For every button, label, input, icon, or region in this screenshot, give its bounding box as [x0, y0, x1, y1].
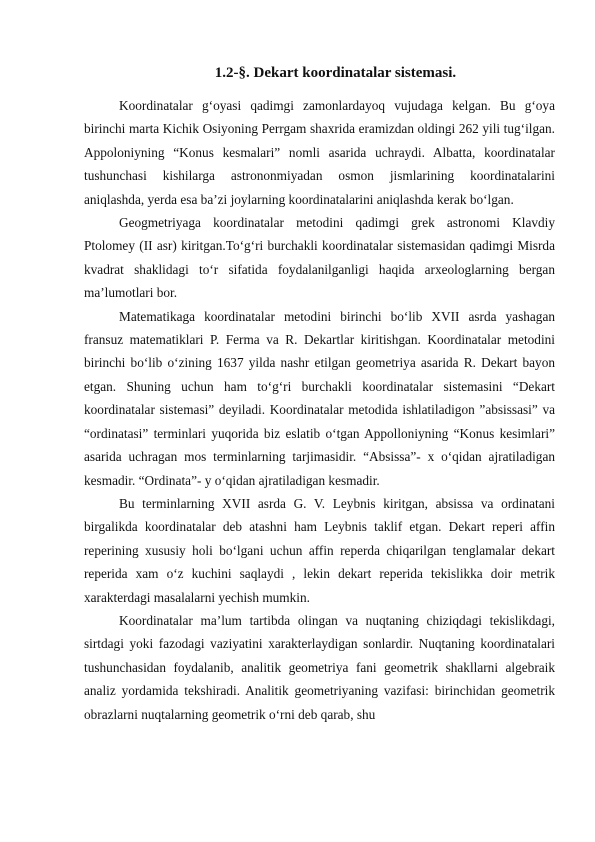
paragraph-5: Koordinatalar ma’lum tartibda olingan va nuqtaning chiziqdagi tekislikdagi, sirtdagi yoki fazodagi vaziyatini xarakterlaydigan sonlardir. Nuqtaning koordinatalari tushunchasidan foydalanib, analitik geometriya fani geometrik shakllarni algebraik analiz yordamida tekshiradi. Analitik geometriyaning vazifasi: birinchidan geometrik obrazlarni nuqtalarning geometrik o‘rni deb qarab, shu	[84, 612, 555, 722]
section-title: 1.2-§. Dekart koordinatalar sistemasi.	[214, 65, 457, 81]
paragraph-4: Bu terminlarning XVII asrda G. V. Leybnis kiritgan, absissa va ordinatani birgalikda koordinatalar deb atashni ham Leybnis taklif etgan. Dekart reperi affin reperining xususiy holi bo‘lgani uchun affin reperda chiqarilgan tenglamalar dekart reperida xam o‘z kuchini saqlaydi , lekin dekart reperida tekislikka doir metrik xarakterdagi masalalarni yechish mumkin.	[84, 495, 555, 605]
paragraph-3: Matematikaga koordinatalar metodini birinchi bo‘lib XVII asrda yashagan fransuz matematiklari P. Ferma va R. Dekartlar kiritishgan. Koordinatalar metodini birinchi bo‘lib o‘zining 1637 yilda nashr etilgan geometriya asarida R. Dekart bayon etgan. Shuning uchun ham to‘g‘ri burchakli koordinatalar sistemasini “Dekart koordinatalar sistemasi” deyiladi. Koordinatalar metodida ishlatiladigon ”absissasi” va “ordinatasi” terminlari yuqorida biz eslatib o‘tgan Appolloniyning “Konus kesimlari” asarida uchragan mos terminlarning tarjimasidir. “Absissa”- x o‘qidan ajratiladigan kesmadir. “Ordinata”- y o‘qidan ajratiladigan kesmadir.	[84, 308, 555, 488]
paragraph-2: Geogmetriyaga koordinatalar metodini qadimgi grek astronomi Klavdiy Ptolomey (II asr) kiritgan.To‘g‘ri burchakli koordinatalar sistemasidan qadimgi Misrda kvadrat shaklidagi to‘r sifatida foydalanilganligi haqida arxeologlarning bergan ma’lumotlari bor.	[84, 215, 555, 301]
document-body	[84, 64, 555, 726]
paragraph-1: Koordinatalar g‘oyasi qadimgi zamonlardayoq vujudaga kelgan. Bu g‘oya birinchi marta Kichik Osiyoning Perrgam shaxrida eramizdan oldingi 262 yili tug‘ilgan. Appoloniyning “Konus kesmalari” nomli asarida uchraydi. Albatta, koordinatalar tushunchasi kishilarga astrononmiyadan osmon jismlarining koordinatalarini aniqlashda, yerda esa ba’zi joylarning koordinatalarini aniqlashda kerak bo‘lgan.	[84, 98, 555, 207]
